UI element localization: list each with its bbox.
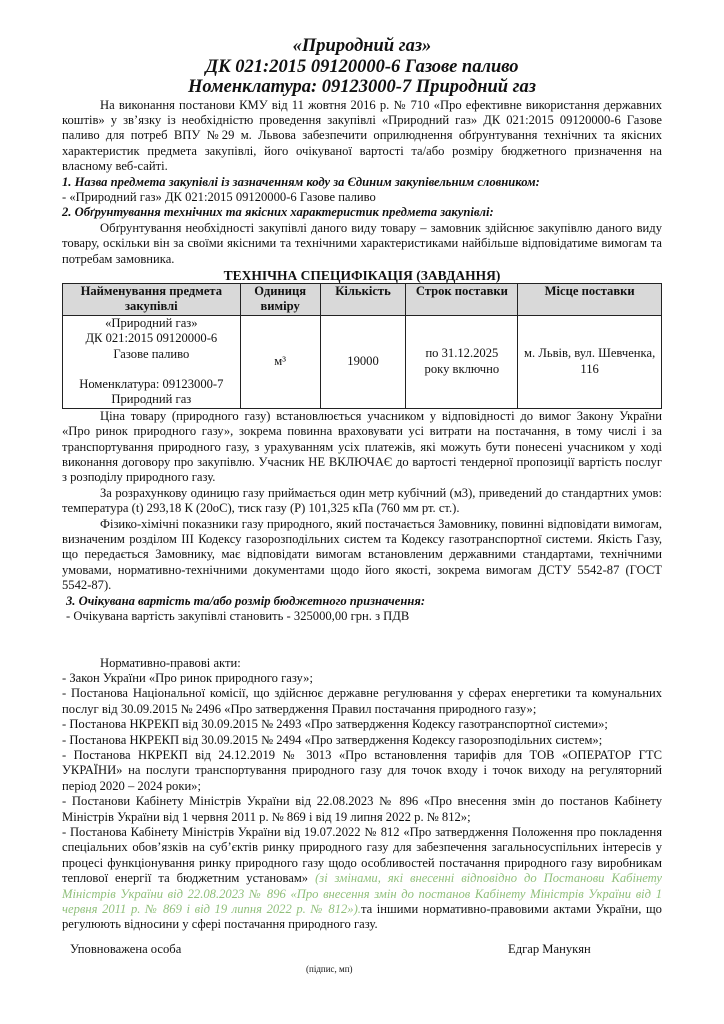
section-2-heading: 2. Обґрунтування технічних та якісних характеристик предмета закупівлі: [62,205,494,220]
column-header-quantity: Кількість [320,283,406,315]
name-line: Природний газ [111,392,192,407]
cell-term [406,315,518,408]
name-line: Номенклатура: 09123000-7 [79,377,224,391]
document-page [62,36,662,933]
section-3-heading: 3. Очікувана вартість та/або розмір бюджетного призначення: [66,593,426,608]
signature-role: Уповноважена особа [70,942,182,956]
act-item-text: - Постанова Кабінету Міністрів України від 19.07.2022 № 812 «Про затвердження Положення про покладення спеціальних обов’язків на суб’єктів ринку природного газу для забезпечення загальносуспільних інтересів у процесі функціонування ринку природного газу щодо особливостей постачання природного газу виробникам теплової енергії та бюджетним установам» [62,824,662,886]
column-header-name: Найменування предмета закупівлі [63,283,241,315]
signature-name: Едгар Манукян [508,942,591,956]
spec-title: ТЕХНІЧНА СПЕЦИФІКАЦІЯ (ЗАВДАННЯ) [223,267,501,283]
act-item: - Постанова НКРЕКП від 30.09.2015 № 2494 «Про затвердження Кодексу газорозподільних систем»; [62,732,603,747]
term-line: по 31.12.2025 [425,346,499,361]
section-1-heading: 1. Назва предмета закупівлі із зазначенням коду за Єдиним закупівельним словником: [62,174,540,189]
acts-closing: та іншими нормативно-правовими актами України, що регулюють відносини у сфері постачання природного газу. [62,902,662,932]
intro-paragraph: На виконання постанови КМУ від 11 жовтня 2016 р. № 710 «Про ефективне використання державних коштів» у зв’язку із необхідністю проведення закупівлі «Природний газ» ДК 021:2015 09120000-6 Газове паливо для потреб ВПУ №29 м. Львова забезпечити оприлюднення обґрунтування технічних та якісних характеристик предмета закупівлі, його очікуваної вартості та/або розміру бюджетного призначення на власному веб-сайті. [62,97,662,174]
title-line-1: «Природний газ» [292,36,432,56]
amendment-note: (зі змінами, які внесенні відповідно до Постанови Кабінету Міністрів України від 22.08.2023 № 896 «Про внесення змін до постанов Кабінету Міністрів України від 1 червня 2011 р. № 869 і від 19 липня 2022 р. № 812»). [62,871,662,916]
cell-place: м. Львів, вул. Шевченка, 116 [518,315,662,408]
title-line-3: Номенклатура: 09123000-7 Природний газ [188,77,536,97]
table-header-row [63,283,662,315]
cell-name [63,315,241,408]
act-item-last [62,825,662,933]
name-line: «Природний газ» [105,315,198,330]
title-line-2: ДК 021:2015 09120000-6 Газове паливо [205,56,519,77]
section-3-text: - Очікувана вартість закупівлі становить - 325000,00 грн. з ПДВ [66,609,410,624]
acts-heading: Нормативно-правові акти: [100,655,241,670]
name-line: Газове паливо [113,346,190,361]
signature-note: (підпис, мп) [306,964,353,974]
term-line: року включно [424,361,500,376]
act-item: - Постанова НКРЕКП від 24.12.2019 № 3013 «Про встановлення тарифів для ТОВ «ОПЕРАТОР ГТС УКРАЇНИ» на послуги транспортування природного газу для точок входу і точок виходу на регуляторний період 2020 – 2024 роки»; [62,747,662,793]
column-header-place: Місце поставки [518,283,662,315]
table-row [63,315,662,408]
name-line: ДК 021:2015 09120000-6 [85,331,218,346]
column-header-term: Строк поставки [406,283,518,315]
section-2-text: Обґрунтування необхідності закупівлі даного виду товару – замовник здійснює закупівлю даного виду товару, оскільки він за своїми якісними та технічними характеристиками найбільше відповідатиме вимогам та потребам замовника. [62,220,662,266]
cell-unit: м³ [240,315,320,408]
act-item: - Постанови Кабінету Міністрів України від 22.08.2023 № 896 «Про внесення змін до постанов Кабінету Міністрів України від 1 червня 2011 р. № 869 і від 19 липня 2022 р. № 812»; [62,794,662,824]
spec-table [62,283,662,409]
unit-paragraph: За розрахункову одиницю газу приймається один метр кубічний (м3), приведений до стандартних умов: температура (t) 293,18 К (20оС), тиск газу (P) 101,325 кПа (760 мм рт. ст.). [62,485,662,516]
act-item: - Закон України «Про ринок природного газу»; [62,670,313,685]
act-item: - Постанова НКРЕКП від 30.09.2015 № 2493 «Про затвердження Кодексу газотранспортної системи»; [62,717,608,732]
column-header-unit: Одиниця виміру [240,283,320,315]
section-1-text: - «Природний газ» ДК 021:2015 09120000-6 Газове паливо [62,189,376,204]
price-paragraph: Ціна товару (природного газу) встановлюється учасником у відповідності до вимог Закону України «Про ринок природного газу», зокрема повинна враховувати усі витрати на постачання, в тому числі і за транспортування природного газу, з урахуванням усіх платежів, які можуть бути понесені учасником у ході виконання договору про закупівлю. Учасник НЕ ВКЛЮЧАЄ до вартості тендерної пропозиції вартість послуг з розподілу природного газу. [62,408,662,485]
quality-paragraph: Фізико-хімічні показники газу природного, який постачається Замовнику, повинні відповідати вимогам, визначеним розділом ІІІ Кодексу газорозподільних систем та Кодексу газотранспортної системи. Якість Газу, що передається Замовнику, має відповідати вимогам встановленим державними стандартами, технічними умовами, нормативно-технічними документами щодо його якості, зокрема вимогам ДСТУ 5542-87 (ГОСТ 5542-87). [62,516,662,593]
act-item: - Постанова Національної комісії, що здійснює державне регулювання у сферах енергетики та комунальних послуг від 30.09.2015 № 2496 «Про затвердження Правил постачання природного газу»; [62,686,662,716]
cell-quantity: 19000 [320,315,406,408]
